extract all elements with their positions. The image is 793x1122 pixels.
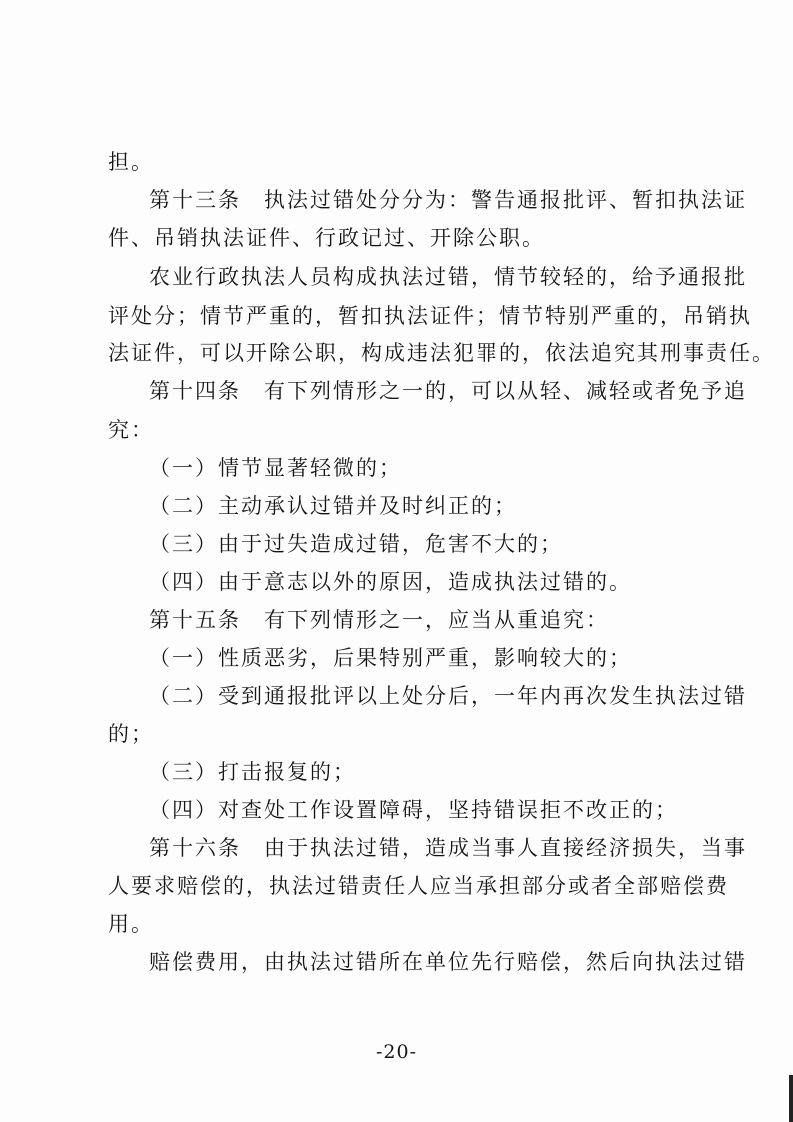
- list-item-line: （一）情节显著轻微的；: [149, 456, 402, 480]
- article-13-heading-line: 第十三条 执法过错处分分为：警告通报批评、暂扣执法证: [149, 188, 747, 212]
- article-16-heading-line: 第十六条 由于执法过错，造成当事人直接经济损失，当事: [149, 836, 747, 860]
- list-item-line: （三）打击报复的；: [149, 760, 356, 784]
- page-number: -20-: [375, 1041, 418, 1063]
- text-line-6: 法证件，可以开除公职，构成违法犯罪的，依法追究其刑事责任。: [108, 341, 775, 365]
- list-item-line: （二）受到通报批评以上处分后，一年内再次发生执法过错: [149, 684, 747, 708]
- text-line-20: 人要求赔偿的，执法过错责任人应当承担部分或者全部赔偿费: [108, 874, 729, 898]
- list-item-line: （一）性质恶劣，后果特别严重，影响较大的；: [149, 646, 632, 670]
- text-line-21: 用。: [108, 912, 154, 936]
- text-line-22: 赔偿费用，由执法过错所在单位先行赔偿，然后向执法过错: [149, 950, 747, 974]
- text-line-1: 担。: [108, 150, 154, 174]
- scan-edge-mark: [789, 1075, 793, 1122]
- text-line-3: 件、吊销执法证件、行政记过、开除公职。: [108, 226, 545, 250]
- article-14-heading-line: 第十四条 有下列情形之一的，可以从轻、减轻或者免予追: [149, 379, 747, 403]
- text-line-5: 评处分；情节严重的，暂扣执法证件；情节特别严重的，吊销执: [108, 304, 752, 328]
- text-line-8: 究：: [108, 418, 154, 442]
- article-15-heading-line: 第十五条 有下列情形之一，应当从重追究：: [149, 608, 609, 632]
- list-item-line: （四）由于意志以外的原因，造成执法过错的。: [149, 570, 632, 594]
- text-line-16: 的；: [108, 722, 154, 746]
- list-item-line: （二）主动承认过错并及时纠正的；: [149, 494, 517, 518]
- text-line-4: 农业行政执法人员构成执法过错，情节较轻的，给予通报批: [149, 265, 747, 289]
- list-item-line: （四）对查处工作设置障碍，坚持错误拒不改正的；: [149, 798, 678, 822]
- list-item-line: （三）由于过失造成过错，危害不大的；: [149, 532, 563, 556]
